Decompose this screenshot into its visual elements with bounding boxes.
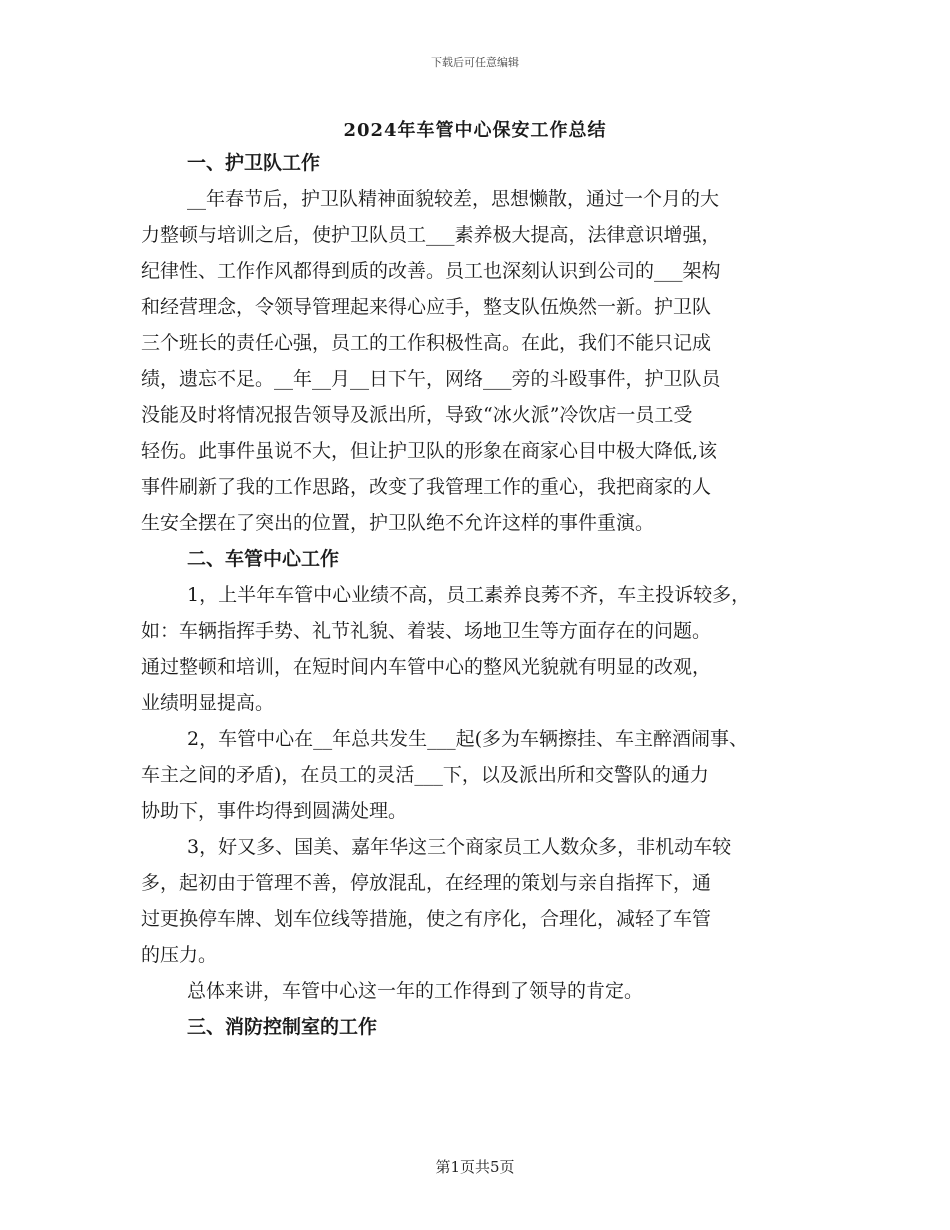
paragraph-line: 3，好又多、国美、嘉年华这三个商家员工人数众多，非机动车较 (187, 836, 732, 858)
paragraph-line: __年春节后，护卫队精神面貌较差，思想懒散，通过一个月的大 (187, 188, 720, 210)
paragraph-line: 过更换停车牌、划车位线等措施，使之有序化，合理化，减轻了车管 (141, 908, 712, 930)
paragraph-line: 绩，遗忘不足。__年__月__日下午，网络___旁的斗殴事件，护卫队员 (141, 368, 721, 390)
paragraph-line: 没能及时将情况报告领导及派出所，导致“冰火派”冷饮店一员工受 (141, 404, 693, 426)
paragraph-line: 三个班长的责任心强，员工的工作积极性高。在此，我们不能只记成 (141, 332, 712, 354)
paragraph-line: 力整顿与培训之后，使护卫队员工___素养极大提高，法律意识增强， (141, 224, 721, 246)
section-heading-1: 一、护卫队工作 (187, 152, 321, 174)
paragraph-line: 轻伤。此事件虽说不大，但让护卫队的形象在商家心目中极大降低,该 (141, 440, 718, 462)
paragraph-2-2 (141, 721, 821, 829)
page-footer: 第1页共5页 (435, 1158, 515, 1176)
paragraph-line: 多，起初由于管理不善，停放混乱，在经理的策划与亲自指挥下，通 (141, 872, 712, 894)
paragraph-line: 1，上半年车管中心业绩不高，员工素养良莠不齐，车主投诉较多， (187, 584, 751, 606)
paragraph-line: 纪律性、工作作风都得到质的改善。员工也深刻认识到公司的___架构 (141, 260, 721, 282)
paragraph-line: 生安全摆在了突出的位置，护卫队绝不允许这样的事件重演。 (141, 512, 655, 534)
document-body (141, 145, 821, 1045)
paragraph-1-1 (141, 181, 821, 541)
paragraph-line: 车主之间的矛盾)，在员工的灵活___下，以及派出所和交警队的通力 (141, 764, 709, 786)
paragraph-line: 如：车辆指挥手势、礼节礼貌、着装、场地卫生等方面存在的问题。 (141, 620, 712, 642)
document-title: 2024年车管中心保安工作总结 (343, 120, 607, 141)
paragraph-line: 和经营理念，令领导管理起来得心应手，整支队伍焕然一新。护卫队 (141, 296, 712, 318)
paragraph-line: 通过整顿和培训，在短时间内车管中心的整风光貌就有明显的改观， (141, 656, 712, 678)
paragraph-2-3 (141, 829, 821, 973)
paragraph-line: 2，车管中心在__年总共发生___起(多为车辆擦挂、车主醉酒闹事、 (187, 728, 749, 750)
paragraph-line: 业绩明显提高。 (141, 692, 275, 714)
paragraph-line: 事件刷新了我的工作思路，改变了我管理工作的重心，我把商家的人 (141, 476, 712, 498)
section-heading-3: 三、消防控制室的工作 (187, 1016, 378, 1038)
paragraph-line: 的压力。 (141, 944, 218, 966)
paragraph-line: 协助下，事件均得到圆满处理。 (141, 800, 408, 822)
paragraph-line: 总体来讲，车管中心这一年的工作得到了领导的肯定。 (187, 980, 644, 1002)
paragraph-2-4 (141, 973, 821, 1009)
header-note: 下载后可任意编辑 (431, 56, 519, 69)
section-heading-2: 二、车管中心工作 (187, 548, 340, 570)
paragraph-2-1 (141, 577, 821, 721)
